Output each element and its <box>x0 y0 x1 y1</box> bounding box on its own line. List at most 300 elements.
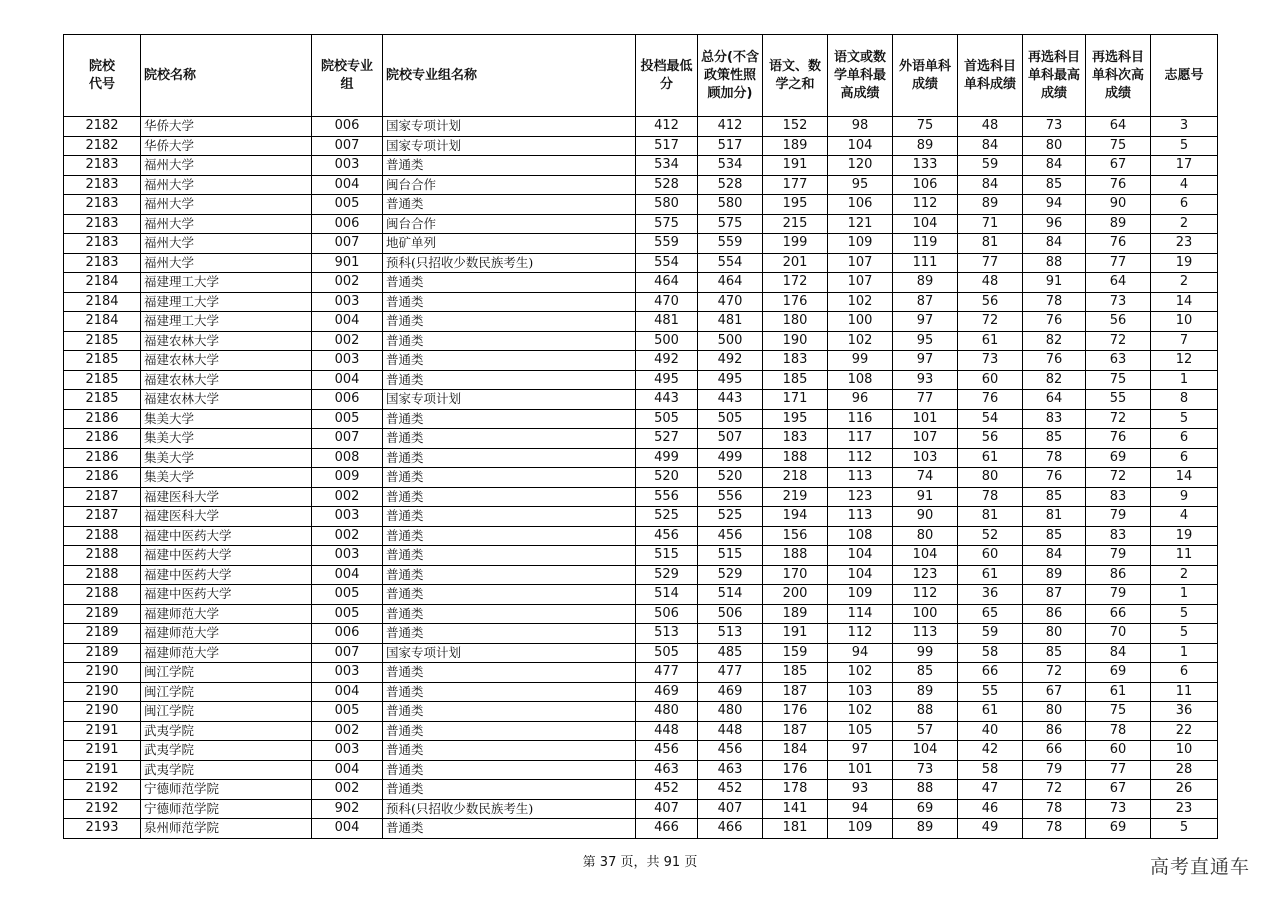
cell-group-code: 004 <box>312 819 383 839</box>
table-row <box>64 136 1218 156</box>
table-row <box>64 468 1218 488</box>
cell-elective-second: 72 <box>1086 468 1151 488</box>
cell-choice-number: 28 <box>1151 760 1218 780</box>
cell-first-subject: 36 <box>958 585 1023 605</box>
cell-foreign-language: 69 <box>893 799 958 819</box>
cell-elective-max: 78 <box>1023 448 1086 468</box>
cell-min-score: 505 <box>636 409 698 429</box>
cell-foreign-language: 88 <box>893 780 958 800</box>
cell-elective-max: 87 <box>1023 585 1086 605</box>
cell-group-code: 005 <box>312 604 383 624</box>
col-header-school-code: 院校代号 <box>64 35 141 117</box>
cell-foreign-language: 57 <box>893 721 958 741</box>
cell-chinese-math-sum: 219 <box>763 487 828 507</box>
cell-school-code: 2187 <box>64 487 141 507</box>
cell-school-code: 2188 <box>64 526 141 546</box>
cell-elective-max: 84 <box>1023 546 1086 566</box>
cell-group-name: 地矿单列 <box>383 234 636 254</box>
cell-first-subject: 81 <box>958 234 1023 254</box>
cell-school-code: 2190 <box>64 663 141 683</box>
cell-min-score: 470 <box>636 292 698 312</box>
cell-school-name: 集美大学 <box>141 409 312 429</box>
cell-school-name: 福州大学 <box>141 214 312 234</box>
cell-school-name: 集美大学 <box>141 468 312 488</box>
cell-chinese-math-sum: 183 <box>763 351 828 371</box>
cell-school-code: 2189 <box>64 624 141 644</box>
table-row <box>64 565 1218 585</box>
cell-school-code: 2182 <box>64 136 141 156</box>
cell-group-name: 普通类 <box>383 702 636 722</box>
cell-school-code: 2185 <box>64 331 141 351</box>
cell-min-score: 534 <box>636 156 698 176</box>
cell-school-code: 2185 <box>64 390 141 410</box>
cell-chinese-math-sum: 185 <box>763 663 828 683</box>
cell-school-name: 华侨大学 <box>141 117 312 137</box>
cell-total-score: 559 <box>698 234 763 254</box>
cell-choice-number: 8 <box>1151 390 1218 410</box>
cell-elective-second: 75 <box>1086 370 1151 390</box>
col-header-group-code: 院校专业组 <box>312 35 383 117</box>
cell-total-score: 556 <box>698 487 763 507</box>
cell-group-name: 普通类 <box>383 273 636 293</box>
cell-first-subject: 65 <box>958 604 1023 624</box>
cell-total-score: 477 <box>698 663 763 683</box>
cell-first-subject: 59 <box>958 624 1023 644</box>
cell-choice-number: 6 <box>1151 429 1218 449</box>
cell-school-name: 福建医科大学 <box>141 507 312 527</box>
cell-chinese-math-max: 104 <box>828 136 893 156</box>
cell-first-subject: 73 <box>958 351 1023 371</box>
cell-school-code: 2190 <box>64 682 141 702</box>
cell-first-subject: 61 <box>958 702 1023 722</box>
cell-first-subject: 58 <box>958 643 1023 663</box>
cell-chinese-math-max: 109 <box>828 819 893 839</box>
cell-group-name: 闽台合作 <box>383 175 636 195</box>
cell-first-subject: 56 <box>958 292 1023 312</box>
cell-chinese-math-sum: 199 <box>763 234 828 254</box>
cell-chinese-math-max: 104 <box>828 565 893 585</box>
cell-choice-number: 2 <box>1151 214 1218 234</box>
cell-min-score: 515 <box>636 546 698 566</box>
cell-choice-number: 23 <box>1151 799 1218 819</box>
cell-elective-max: 82 <box>1023 370 1086 390</box>
cell-chinese-math-max: 108 <box>828 526 893 546</box>
cell-chinese-math-max: 114 <box>828 604 893 624</box>
cell-school-code: 2185 <box>64 351 141 371</box>
cell-first-subject: 60 <box>958 370 1023 390</box>
cell-elective-second: 83 <box>1086 526 1151 546</box>
cell-foreign-language: 112 <box>893 195 958 215</box>
cell-school-name: 福州大学 <box>141 195 312 215</box>
cell-group-name: 普通类 <box>383 624 636 644</box>
cell-school-code: 2187 <box>64 507 141 527</box>
cell-foreign-language: 77 <box>893 390 958 410</box>
cell-group-name: 普通类 <box>383 721 636 741</box>
cell-min-score: 580 <box>636 195 698 215</box>
cell-first-subject: 55 <box>958 682 1023 702</box>
cell-school-name: 宁德师范学院 <box>141 780 312 800</box>
table-row <box>64 741 1218 761</box>
cell-foreign-language: 97 <box>893 351 958 371</box>
cell-foreign-language: 97 <box>893 312 958 332</box>
col-header-elective-max: 再选科目单科最高成绩 <box>1023 35 1086 117</box>
cell-school-name: 福建理工大学 <box>141 292 312 312</box>
cell-chinese-math-sum: 189 <box>763 136 828 156</box>
cell-foreign-language: 80 <box>893 526 958 546</box>
cell-chinese-math-max: 113 <box>828 468 893 488</box>
cell-min-score: 529 <box>636 565 698 585</box>
table-row <box>64 604 1218 624</box>
admission-score-table <box>63 34 1218 839</box>
page-indicator <box>0 851 1280 870</box>
cell-choice-number: 12 <box>1151 351 1218 371</box>
cell-total-score: 481 <box>698 312 763 332</box>
cell-group-name: 国家专项计划 <box>383 643 636 663</box>
table-row <box>64 156 1218 176</box>
cell-min-score: 506 <box>636 604 698 624</box>
cell-school-name: 闽江学院 <box>141 702 312 722</box>
cell-choice-number: 23 <box>1151 234 1218 254</box>
cell-foreign-language: 104 <box>893 214 958 234</box>
col-header-school-name: 院校名称 <box>141 35 312 117</box>
cell-elective-max: 84 <box>1023 234 1086 254</box>
cell-group-name: 普通类 <box>383 741 636 761</box>
cell-elective-second: 61 <box>1086 682 1151 702</box>
cell-group-code: 007 <box>312 429 383 449</box>
cell-first-subject: 59 <box>958 156 1023 176</box>
cell-min-score: 480 <box>636 702 698 722</box>
cell-group-name: 普通类 <box>383 292 636 312</box>
table-row <box>64 390 1218 410</box>
cell-group-code: 902 <box>312 799 383 819</box>
cell-total-score: 499 <box>698 448 763 468</box>
cell-foreign-language: 104 <box>893 741 958 761</box>
cell-foreign-language: 85 <box>893 663 958 683</box>
cell-choice-number: 6 <box>1151 663 1218 683</box>
cell-group-code: 002 <box>312 331 383 351</box>
cell-school-code: 2188 <box>64 585 141 605</box>
cell-group-name: 普通类 <box>383 429 636 449</box>
cell-school-name: 福建农林大学 <box>141 390 312 410</box>
table-row <box>64 663 1218 683</box>
cell-chinese-math-sum: 184 <box>763 741 828 761</box>
cell-elective-second: 70 <box>1086 624 1151 644</box>
cell-foreign-language: 104 <box>893 546 958 566</box>
cell-chinese-math-sum: 191 <box>763 624 828 644</box>
cell-elective-second: 73 <box>1086 799 1151 819</box>
cell-elective-second: 76 <box>1086 429 1151 449</box>
cell-school-name: 福州大学 <box>141 253 312 273</box>
cell-chinese-math-max: 103 <box>828 682 893 702</box>
cell-school-code: 2192 <box>64 799 141 819</box>
cell-chinese-math-sum: 177 <box>763 175 828 195</box>
cell-chinese-math-sum: 181 <box>763 819 828 839</box>
cell-foreign-language: 119 <box>893 234 958 254</box>
cell-choice-number: 11 <box>1151 546 1218 566</box>
cell-chinese-math-sum: 218 <box>763 468 828 488</box>
cell-foreign-language: 95 <box>893 331 958 351</box>
cell-group-code: 002 <box>312 273 383 293</box>
table-row <box>64 195 1218 215</box>
cell-elective-second: 75 <box>1086 702 1151 722</box>
col-header-chinese-math-sum: 语文、数学之和 <box>763 35 828 117</box>
cell-total-score: 452 <box>698 780 763 800</box>
cell-school-code: 2192 <box>64 780 141 800</box>
cell-chinese-math-max: 112 <box>828 448 893 468</box>
cell-chinese-math-max: 99 <box>828 351 893 371</box>
cell-elective-max: 88 <box>1023 253 1086 273</box>
cell-chinese-math-max: 123 <box>828 487 893 507</box>
cell-school-code: 2188 <box>64 565 141 585</box>
cell-school-code: 2186 <box>64 409 141 429</box>
cell-elective-second: 77 <box>1086 253 1151 273</box>
cell-choice-number: 36 <box>1151 702 1218 722</box>
cell-chinese-math-sum: 176 <box>763 760 828 780</box>
cell-chinese-math-max: 101 <box>828 760 893 780</box>
col-header-first-subject: 首选科目单科成绩 <box>958 35 1023 117</box>
col-header-choice-number: 志愿号 <box>1151 35 1218 117</box>
cell-group-code: 003 <box>312 351 383 371</box>
cell-chinese-math-sum: 188 <box>763 448 828 468</box>
cell-chinese-math-max: 94 <box>828 799 893 819</box>
cell-school-code: 2183 <box>64 195 141 215</box>
cell-min-score: 554 <box>636 253 698 273</box>
cell-choice-number: 6 <box>1151 195 1218 215</box>
table-row <box>64 429 1218 449</box>
cell-first-subject: 71 <box>958 214 1023 234</box>
cell-chinese-math-max: 93 <box>828 780 893 800</box>
col-header-elective-second: 再选科目单科次高成绩 <box>1086 35 1151 117</box>
cell-choice-number: 1 <box>1151 585 1218 605</box>
cell-group-name: 普通类 <box>383 663 636 683</box>
cell-foreign-language: 103 <box>893 448 958 468</box>
cell-group-code: 005 <box>312 702 383 722</box>
cell-choice-number: 4 <box>1151 175 1218 195</box>
cell-first-subject: 84 <box>958 175 1023 195</box>
cell-foreign-language: 89 <box>893 136 958 156</box>
cell-group-code: 901 <box>312 253 383 273</box>
cell-group-name: 普通类 <box>383 351 636 371</box>
cell-first-subject: 77 <box>958 253 1023 273</box>
cell-school-code: 2189 <box>64 604 141 624</box>
cell-min-score: 456 <box>636 741 698 761</box>
cell-school-code: 2184 <box>64 312 141 332</box>
cell-group-name: 普通类 <box>383 604 636 624</box>
table-row <box>64 253 1218 273</box>
cell-chinese-math-sum: 215 <box>763 214 828 234</box>
cell-elective-max: 80 <box>1023 624 1086 644</box>
cell-chinese-math-sum: 190 <box>763 331 828 351</box>
cell-first-subject: 84 <box>958 136 1023 156</box>
cell-group-code: 005 <box>312 409 383 429</box>
cell-group-name: 国家专项计划 <box>383 390 636 410</box>
cell-foreign-language: 90 <box>893 507 958 527</box>
cell-elective-max: 76 <box>1023 468 1086 488</box>
cell-elective-second: 66 <box>1086 604 1151 624</box>
cell-chinese-math-sum: 172 <box>763 273 828 293</box>
table-row <box>64 331 1218 351</box>
cell-school-name: 福建农林大学 <box>141 370 312 390</box>
cell-min-score: 499 <box>636 448 698 468</box>
cell-group-code: 002 <box>312 526 383 546</box>
cell-chinese-math-max: 109 <box>828 234 893 254</box>
cell-group-code: 006 <box>312 117 383 137</box>
cell-choice-number: 2 <box>1151 565 1218 585</box>
cell-total-score: 514 <box>698 585 763 605</box>
cell-elective-max: 73 <box>1023 117 1086 137</box>
cell-chinese-math-sum: 176 <box>763 292 828 312</box>
cell-school-name: 集美大学 <box>141 448 312 468</box>
cell-total-score: 517 <box>698 136 763 156</box>
cell-school-name: 武夷学院 <box>141 721 312 741</box>
cell-choice-number: 19 <box>1151 526 1218 546</box>
cell-total-score: 456 <box>698 741 763 761</box>
cell-total-score: 580 <box>698 195 763 215</box>
cell-group-name: 普通类 <box>383 585 636 605</box>
cell-elective-max: 91 <box>1023 273 1086 293</box>
table-row <box>64 702 1218 722</box>
cell-total-score: 575 <box>698 214 763 234</box>
cell-elective-second: 79 <box>1086 507 1151 527</box>
cell-school-code: 2190 <box>64 702 141 722</box>
cell-chinese-math-sum: 183 <box>763 429 828 449</box>
cell-chinese-math-sum: 195 <box>763 409 828 429</box>
cell-total-score: 485 <box>698 643 763 663</box>
cell-elective-second: 77 <box>1086 760 1151 780</box>
cell-school-code: 2184 <box>64 292 141 312</box>
cell-group-name: 普通类 <box>383 526 636 546</box>
cell-school-code: 2186 <box>64 448 141 468</box>
cell-choice-number: 14 <box>1151 468 1218 488</box>
cell-school-name: 武夷学院 <box>141 760 312 780</box>
cell-total-score: 534 <box>698 156 763 176</box>
page-current: 37 <box>599 855 617 870</box>
table-row <box>64 780 1218 800</box>
cell-school-name: 集美大学 <box>141 429 312 449</box>
cell-elective-second: 78 <box>1086 721 1151 741</box>
cell-school-name: 福建中医药大学 <box>141 526 312 546</box>
cell-total-score: 520 <box>698 468 763 488</box>
cell-school-code: 2183 <box>64 214 141 234</box>
table-row <box>64 643 1218 663</box>
cell-school-code: 2185 <box>64 370 141 390</box>
cell-group-name: 普通类 <box>383 448 636 468</box>
cell-group-name: 普通类 <box>383 487 636 507</box>
cell-first-subject: 60 <box>958 546 1023 566</box>
cell-school-name: 宁德师范学院 <box>141 799 312 819</box>
cell-elective-max: 78 <box>1023 819 1086 839</box>
cell-total-score: 470 <box>698 292 763 312</box>
cell-chinese-math-max: 102 <box>828 292 893 312</box>
cell-chinese-math-max: 105 <box>828 721 893 741</box>
cell-chinese-math-max: 113 <box>828 507 893 527</box>
cell-chinese-math-sum: 185 <box>763 370 828 390</box>
cell-chinese-math-sum: 159 <box>763 643 828 663</box>
cell-group-name: 普通类 <box>383 780 636 800</box>
table-row <box>64 526 1218 546</box>
cell-elective-second: 79 <box>1086 585 1151 605</box>
cell-group-name: 预科(只招收少数民族考生) <box>383 253 636 273</box>
cell-school-name: 泉州师范学院 <box>141 819 312 839</box>
cell-chinese-math-sum: 156 <box>763 526 828 546</box>
cell-elective-second: 55 <box>1086 390 1151 410</box>
cell-first-subject: 48 <box>958 117 1023 137</box>
cell-school-code: 2183 <box>64 156 141 176</box>
cell-total-score: 412 <box>698 117 763 137</box>
cell-choice-number: 14 <box>1151 292 1218 312</box>
cell-foreign-language: 100 <box>893 604 958 624</box>
cell-chinese-math-sum: 195 <box>763 195 828 215</box>
cell-chinese-math-sum: 201 <box>763 253 828 273</box>
cell-foreign-language: 91 <box>893 487 958 507</box>
cell-total-score: 448 <box>698 721 763 741</box>
cell-chinese-math-sum: 141 <box>763 799 828 819</box>
table-row <box>64 624 1218 644</box>
cell-elective-max: 85 <box>1023 175 1086 195</box>
col-header-total-score: 总分(不含政策性照顾加分) <box>698 35 763 117</box>
cell-elective-max: 76 <box>1023 312 1086 332</box>
cell-school-name: 闽江学院 <box>141 682 312 702</box>
cell-elective-second: 69 <box>1086 819 1151 839</box>
cell-first-subject: 66 <box>958 663 1023 683</box>
cell-min-score: 495 <box>636 370 698 390</box>
cell-elective-second: 69 <box>1086 663 1151 683</box>
cell-chinese-math-max: 120 <box>828 156 893 176</box>
cell-group-code: 002 <box>312 780 383 800</box>
cell-choice-number: 11 <box>1151 682 1218 702</box>
cell-group-code: 004 <box>312 312 383 332</box>
cell-choice-number: 5 <box>1151 136 1218 156</box>
cell-elective-second: 79 <box>1086 546 1151 566</box>
table-row <box>64 819 1218 839</box>
cell-elective-second: 72 <box>1086 331 1151 351</box>
cell-choice-number: 5 <box>1151 819 1218 839</box>
cell-total-score: 466 <box>698 819 763 839</box>
page-prefix: 第 <box>582 855 596 870</box>
cell-school-name: 武夷学院 <box>141 741 312 761</box>
cell-min-score: 407 <box>636 799 698 819</box>
cell-group-name: 普通类 <box>383 760 636 780</box>
cell-foreign-language: 87 <box>893 292 958 312</box>
cell-elective-max: 78 <box>1023 292 1086 312</box>
cell-group-code: 005 <box>312 195 383 215</box>
cell-total-score: 469 <box>698 682 763 702</box>
cell-group-name: 国家专项计划 <box>383 117 636 137</box>
cell-choice-number: 19 <box>1151 253 1218 273</box>
cell-min-score: 412 <box>636 117 698 137</box>
cell-total-score: 525 <box>698 507 763 527</box>
table-row <box>64 292 1218 312</box>
cell-choice-number: 2 <box>1151 273 1218 293</box>
cell-school-name: 福建师范大学 <box>141 643 312 663</box>
cell-first-subject: 81 <box>958 507 1023 527</box>
cell-foreign-language: 113 <box>893 624 958 644</box>
cell-choice-number: 5 <box>1151 624 1218 644</box>
cell-foreign-language: 106 <box>893 175 958 195</box>
cell-elective-second: 60 <box>1086 741 1151 761</box>
cell-total-score: 500 <box>698 331 763 351</box>
cell-school-code: 2191 <box>64 760 141 780</box>
cell-school-name: 福建中医药大学 <box>141 546 312 566</box>
cell-total-score: 513 <box>698 624 763 644</box>
cell-chinese-math-max: 97 <box>828 741 893 761</box>
cell-group-code: 002 <box>312 721 383 741</box>
cell-chinese-math-max: 102 <box>828 331 893 351</box>
cell-school-name: 福建农林大学 <box>141 351 312 371</box>
cell-group-code: 004 <box>312 760 383 780</box>
cell-min-score: 464 <box>636 273 698 293</box>
cell-elective-max: 96 <box>1023 214 1086 234</box>
